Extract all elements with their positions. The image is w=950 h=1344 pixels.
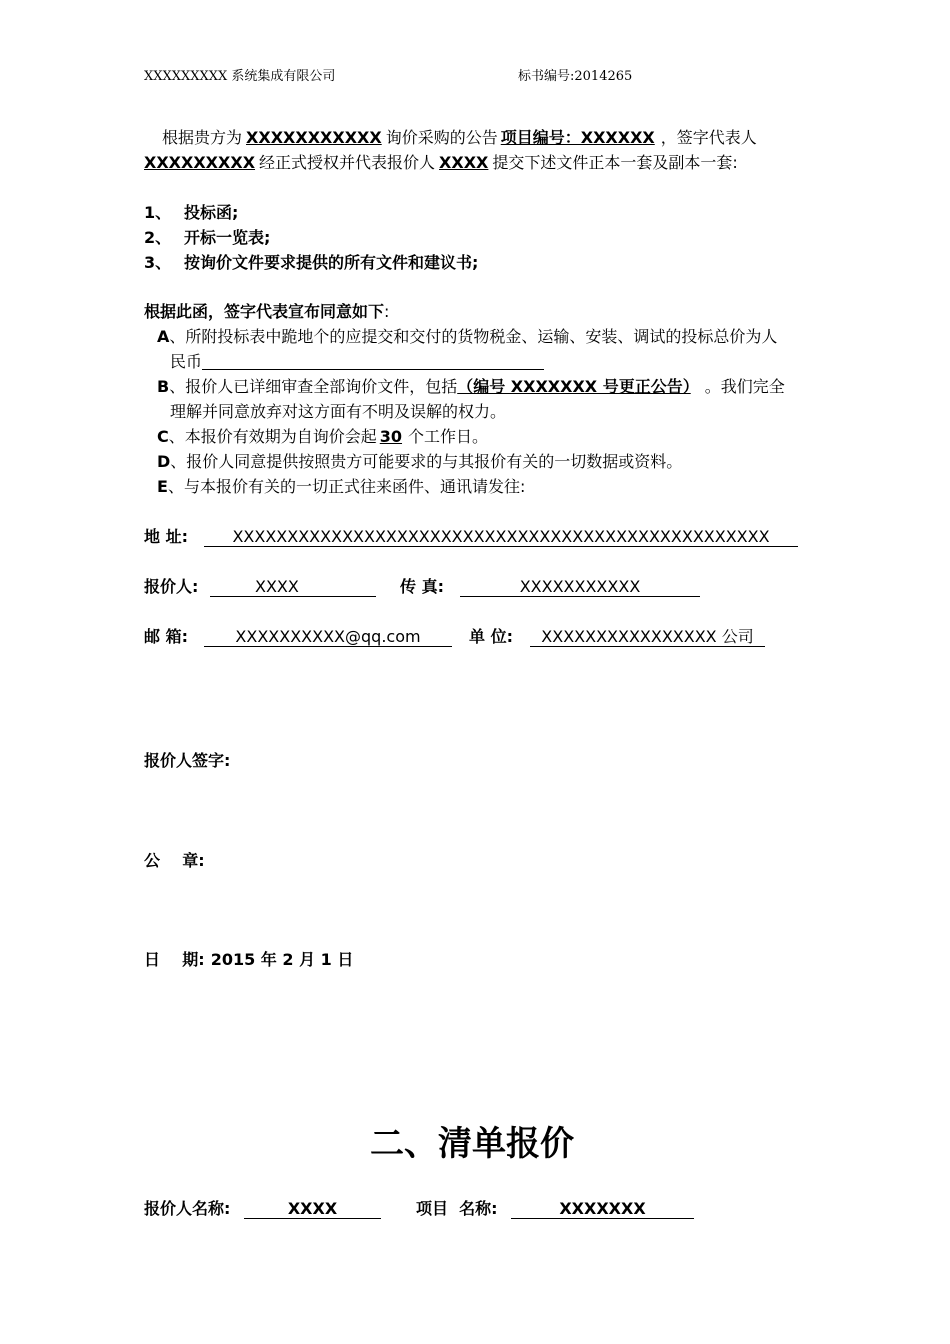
clause-letter: C <box>157 427 169 446</box>
bidder-row <box>144 577 376 597</box>
clause-text: 、与本报价有关的一切正式往来函件、通讯请发往: <box>167 477 526 496</box>
clause-e <box>157 477 525 496</box>
fax-label: 传 真: <box>400 577 444 596</box>
clause-letter: E <box>157 477 168 496</box>
bidder-name-value: XXXX <box>244 1200 381 1219</box>
date-value: 2015 年 2 月 1 日 <box>210 950 354 969</box>
list-item <box>144 253 478 272</box>
address-label: 地 址: <box>144 527 188 546</box>
validity-days: 30 <box>379 427 403 446</box>
bidder-label: 报价人: <box>144 577 199 596</box>
intro-line-1 <box>162 128 757 147</box>
list-item-number: 2、 <box>144 228 172 247</box>
intro-mid: 询价采购的公告 <box>385 128 498 147</box>
email-label: 邮 箱: <box>144 627 188 646</box>
project-name-row <box>416 1199 694 1219</box>
list-item-text: 投标函; <box>184 203 239 222</box>
seal-label: 公 章: <box>144 851 205 870</box>
date-label: 日 期: <box>144 950 205 969</box>
clause-a-cont <box>170 352 544 371</box>
clause-text: 、报价人同意提供按照贵方可能要求的与其报价有关的一切数据或资料。 <box>170 452 683 471</box>
list-item-number: 1、 <box>144 203 172 222</box>
clause-letter: A <box>157 327 170 346</box>
signature-label: 报价人签字: <box>144 751 231 770</box>
intro-line-2 <box>144 153 738 172</box>
fax-row <box>400 577 700 597</box>
list-item <box>144 203 238 222</box>
list-item-text: 开标一览表; <box>184 228 271 247</box>
total-price-blank <box>202 352 544 370</box>
clause-c <box>157 427 488 446</box>
unit-row <box>469 627 765 647</box>
bidder-value: XXXX <box>210 578 376 597</box>
agreement-heading-text: 根据此函，签字代表宣布同意如下 <box>144 302 385 321</box>
bidder-name-inline: XXXX <box>439 153 489 172</box>
intro-post-2: 提交下述文件正本一套及副本一套: <box>492 153 738 172</box>
clause-text: 、所附投标表中跪地个的应提交和交付的货物税金、运输、安装、调试的投标总价为人 <box>169 327 778 346</box>
email-value: XXXXXXXXXX@qq.com <box>204 628 452 647</box>
clause-d <box>157 452 682 471</box>
clause-b-cont: 理解并同意放弃对这方面有不明及误解的权力。 <box>170 402 507 421</box>
clause-letter: D <box>157 452 171 471</box>
header-bid-number: 标书编号:2014265 <box>518 69 633 84</box>
address-row <box>144 527 798 547</box>
clause-text: 个工作日。 <box>408 427 489 446</box>
email-row <box>144 627 452 647</box>
intro-mid-2: 经正式授权并代表报价人 <box>259 153 436 172</box>
amendment-notice: （编号 XXXXXXX 号更正公告） <box>457 377 691 396</box>
section-title: 二、清单报价 <box>370 1124 574 1164</box>
intro-post: ，签字代表人 <box>660 128 757 147</box>
list-item-text: 按询价文件要求提供的所有文件和建议书; <box>184 253 479 272</box>
address-value: XXXXXXXXXXXXXXXXXXXXXXXXXXXXXXXXXXXXXXXXXXXXXXXXX <box>204 528 798 547</box>
list-item-number: 3、 <box>144 253 172 272</box>
fax-value: XXXXXXXXXXX <box>460 578 700 597</box>
date-row <box>144 950 353 969</box>
clause-text: 、报价人已详细审查全部询价文件，包括 <box>169 377 458 396</box>
intro-pre: 根据贵方为 <box>162 128 243 147</box>
unit-value: XXXXXXXXXXXXXXXX 公司 <box>530 628 765 647</box>
clause-b <box>157 377 785 396</box>
project-name-label: 项目 名称: <box>416 1199 498 1218</box>
clause-a <box>157 327 777 346</box>
signing-representative: XXXXXXXXX <box>144 153 256 172</box>
clause-letter: B <box>157 377 170 396</box>
agreement-heading-colon: : <box>384 302 390 321</box>
clause-text: 民币 <box>170 352 203 371</box>
bidder-name-row <box>144 1199 381 1219</box>
clause-text: 。我们完全 <box>704 377 785 396</box>
clause-text: 、本报价有效期为自询价会起 <box>168 427 377 446</box>
project-number: 项目编号：XXXXXX <box>500 128 655 147</box>
project-name-value: XXXXXXX <box>511 1200 694 1219</box>
agreement-heading <box>144 302 389 321</box>
list-item <box>144 228 270 247</box>
header-company: XXXXXXXXX 系统集成有限公司 <box>144 69 336 84</box>
purchaser-name: XXXXXXXXXXX <box>246 128 382 147</box>
unit-label: 单 位: <box>469 627 513 646</box>
bidder-name-label: 报价人名称: <box>144 1199 231 1218</box>
